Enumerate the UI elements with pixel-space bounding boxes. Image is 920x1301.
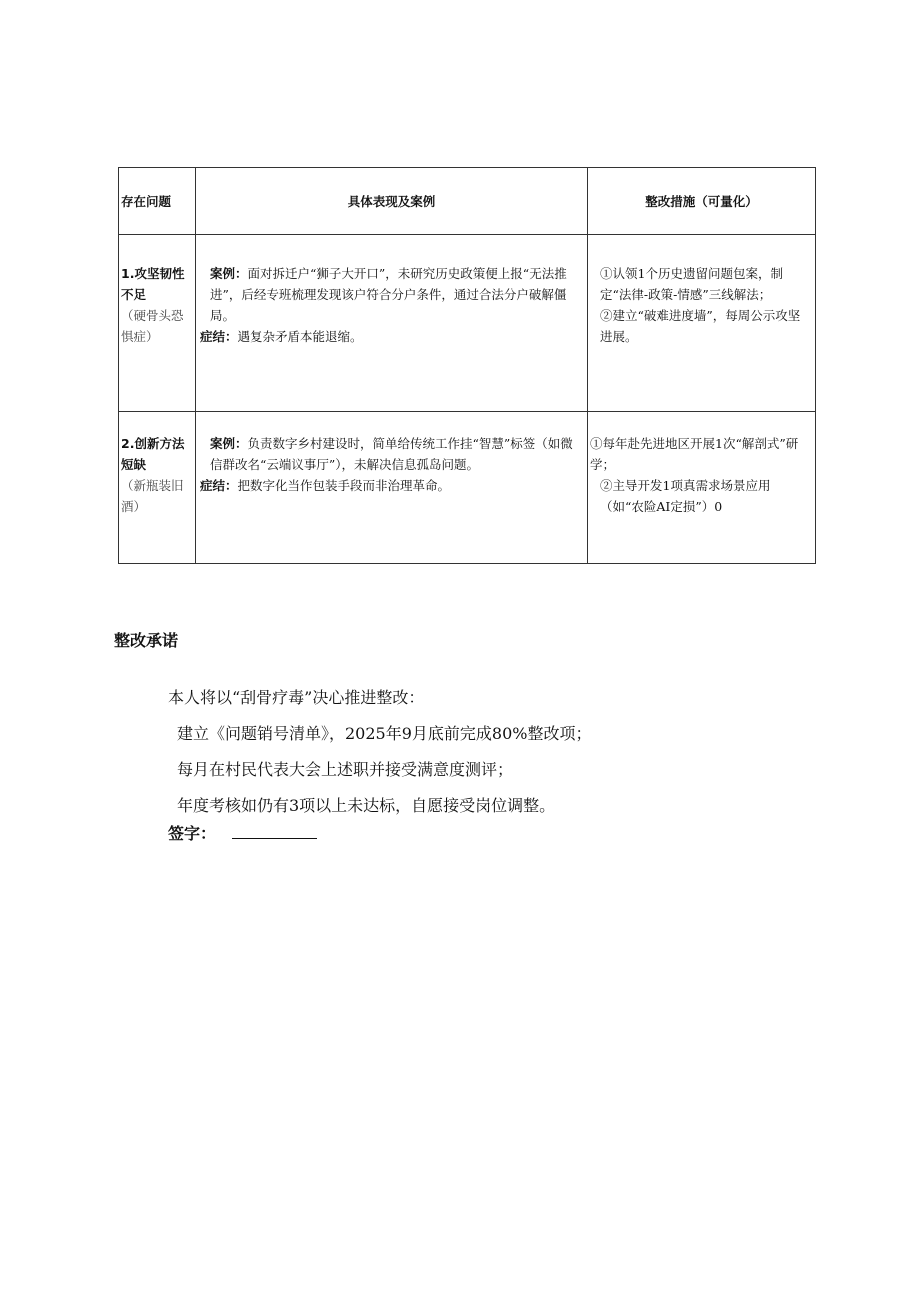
case-text: 面对拆迁户“狮子大开口”，未研究历史政策便上报“无法推进”，后经专班梳理发现该户符合分户条件，通过合法分户破解僵局。 (210, 266, 567, 323)
commitment-line: 年度考核如仍有3项以上未达标，自愿接受岗位调整。 (177, 796, 556, 815)
commitment-line: 本人将以“刮骨疗毒”决心推进整改： (168, 688, 425, 707)
commitment-body (168, 680, 591, 824)
signature-line (232, 838, 317, 839)
signature-label: 签字： (168, 824, 217, 843)
case-label: 案例： (210, 436, 248, 451)
problem-subtitle: （硬骨头恐惧症） (121, 308, 184, 344)
crux-label: 症结： (200, 478, 238, 493)
problem-title: 1.攻坚韧性不足 (121, 266, 185, 302)
table-row (119, 412, 816, 564)
rectification-table (118, 167, 816, 564)
header-measures: 整改措施（可量化） (588, 168, 816, 235)
problem-cell (119, 412, 196, 564)
header-case: 具体表现及案例 (196, 168, 588, 235)
measure-item: ①每年赴先进地区开展1次“解剖式”研学； (590, 436, 799, 472)
case-label: 案例： (210, 266, 248, 281)
header-problem: 存在问题 (119, 168, 196, 235)
table-row (119, 235, 816, 412)
table-header-row (119, 168, 816, 235)
measure-item: ②建立“破难进度墙”，每周公示攻坚进展。 (600, 308, 801, 344)
problem-subtitle: （新瓶装旧酒） (121, 478, 184, 514)
crux-label: 症结： (200, 329, 238, 344)
case-cell (196, 235, 588, 412)
measure-item: ②主导开发1项真需求场景应用（如“农险AI定损”）0 (600, 478, 771, 514)
case-cell (196, 412, 588, 564)
case-text: 负责数字乡村建设时，简单给传统工作挂“智慧”标签（如微信群改名“云端议事厅”），未解决信息孤岛问题。 (210, 436, 573, 472)
commitment-line: 每月在村民代表大会上述职并接受满意度测评； (177, 760, 514, 779)
crux-text: 把数字化当作包装手段而非治理革命。 (237, 478, 451, 493)
commitment-line: 建立《问题销号清单》，2025年9月底前完成80%整改项； (177, 724, 592, 743)
problem-title: 2.创新方法短缺 (121, 436, 185, 472)
measures-cell (588, 412, 816, 564)
measures-cell (588, 235, 816, 412)
problem-cell (119, 235, 196, 412)
crux-text: 遇复杂矛盾本能退缩。 (237, 329, 363, 344)
commitment-heading: 整改承诺 (114, 631, 179, 650)
measure-item: ①认领1个历史遗留问题包案，制定“法律-政策-情感”三线解法； (600, 266, 783, 302)
